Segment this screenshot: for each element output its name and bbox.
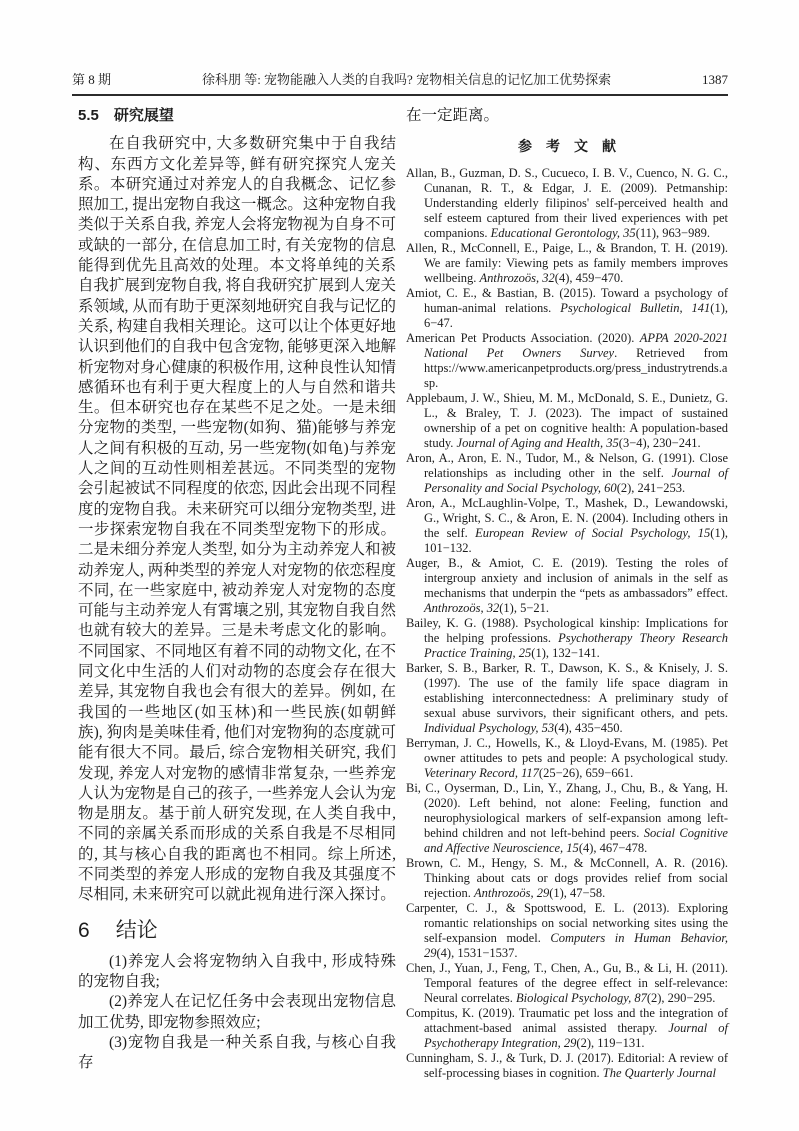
section-5-5-number: 5.5 [78, 107, 99, 124]
section-5-5-paragraph: 在自我研究中, 大多数研究集中于自我结构、东西方文化差异等, 鲜有研究探究人宠关系。本研究通过对养宠人的自我概念、记忆参照加工, 提出宠物自我这一概念。这种宠物自我类似于关系自我, 养宠人会将宠物视为自身不可或缺的一部分, 在信息加工时, 有关宠物的信息能得到优先且高效的处理。本文将单纯的关系自我扩展到宠物自我, 将自我研究扩展到人宠关系领域, 从而有助于更深刻地研究自我与记忆的关系, 构建自我相关理论。这可以让个体更好地认识到他们的自我中包含宠物, 能够更深入地解析宠物对身心健康的积极作用, 这种良性认知情感循环也有利于更大程度上的人与自然和谐共生。但本研究也存在某些不足之处。一是未细分宠物的类型, 一些宠物(如狗、猫)能够与养宠人之间有积极的互动, 另一些宠物(如龟)与养宠人之间的互动性则相差甚远。不同类型的宠物会引起被试不同程度的依恋, 因此会出现不同程度的宠物自我。未来研究可以细分宠物类型, 进一步探索宠物自我在不同类型宠物下的形成。二是未细分养宠人类型, 如分为主动养宠人和被动养宠人, 两种类型的养宠人对宠物的依恋程度不同, 在一些家庭中, 被动养宠人对宠物的态度可能与主动养宠人有霄壤之别, 其宠物自我自然也就有较大的差异。三是未考虑文化的影响。不同国家、不同地区有着不同的动物文化, 在不同文化中生活的人们对动物的态度会存在很大差异, 其宠物自我也会有很大的差异。例如, 在我国的一些地区(如玉林)和一些民族(如朝鲜族), 狗肉是美味佳肴, 他们对宠物狗的态度就可能有很大不同。最后, 综合宠物相关研究, 我们发现, 养宠人对宠物的感情非常复杂, 一些养宠人认为宠物是自己的孩子, 一些养宠人会认为宠物是朋友。基于前人研究发现, 在人类自我中, 不同的亲属关系而形成的关系自我是不尽相同的, 其与核心自我的距离也不相同。综上所述, 不同类型的养宠人形成的宠物自我及其强度不尽相同, 未来研究可以就此视角进行深入探讨。 [78, 135, 396, 904]
reference-entry: Chen, J., Yuan, J., Feng, T., Chen, A., Gu, B., & Li, H. (2011). Temporal features of the degree effect in self-relevance: Neural correlates. Biological Psychology, 87(2), 290−295. [406, 960, 728, 1005]
reference-entry: American Pet Products Association. (2020). APPA 2020-2021 National Pet Owners Survey. Retrieved from https://www.americanpetproducts.org/press_industrytrends.asp. [406, 330, 728, 390]
conclusion-item-2: (2)养宠人在记忆任务中会表现出宠物信息加工优势, 即宠物参照效应; [78, 993, 396, 1031]
reference-entry: Allen, R., McConnell, E., Paige, L., & Brandon, T. H. (2019). We are family: Viewing pets as family members improves wellbeing. Anthrozoös, 32(4), 459−470. [406, 240, 728, 285]
reference-entry: Bailey, K. G. (1988). Psychological kinship: Implications for the helping professions. Psychotherapy Theory Research Practice Training, 25(1), 132−141. [406, 615, 728, 660]
reference-entry: Compitus, K. (2019). Traumatic pet loss and the integration of attachment-based animal assisted therapy. Journal of Psychotherapy Integration, 29(2), 119−131. [406, 1005, 728, 1050]
page-header [72, 69, 728, 96]
reference-entry: Allan, B., Guzman, D. S., Cucueco, I. B. V., Cuenco, N. G. C., Cunanan, R. T., & Edgar, J. E. (2009). Petmanship: Understanding elderly filipinos' self-perceived health and self esteem captured from their lived experiences with pet companions. Educational Gerontology, 35(11), 963−989. [406, 165, 728, 240]
section-6-heading [78, 918, 396, 942]
reference-entry: Aron, A., Aron, E. N., Tudor, M., & Nelson, G. (1991). Close relationships as including other in the self. Journal of Personality and Social Psychology, 60(2), 241−253. [406, 450, 729, 495]
reference-entry: Brown, C. M., Hengy, S. M., & McConnell, A. R. (2016). Thinking about cats or dogs provides relief from social rejection. Anthrozoös, 29(1), 47−58. [406, 855, 728, 900]
conclusion-item-1: (1)养宠人会将宠物纳入自我中, 形成特殊的宠物自我; [78, 952, 396, 991]
reference-entry: Aron, A., McLaughlin-Volpe, T., Mashek, D., Lewandowski, G., Wright, S. C., & Aron, E. N. (2004). Including others in the self. European Review of Social Psychology, 15(1), 101−132. [406, 495, 728, 555]
section-6-title: 结论 [115, 918, 158, 942]
reference-entry: Berryman, J. C., Howells, K., & Lloyd-Evans, M. (1985). Pet owner attitudes to pets and people: A psychological study. Veterinary Record, 117(25−26), 659−661. [406, 735, 728, 780]
reference-entry: Auger, B., & Amiot, C. E. (2019). Testing the roles of intergroup anxiety and inclusion of animals in the self as mechanisms that underpin the “pets as ambassadors” effect. Anthrozoös, 32(1), 5−21. [406, 555, 728, 615]
reference-entry: Bi, C., Oyserman, D., Lin, Y., Zhang, J., Chu, B., & Yang, H. (2020). Left behind, not alone: Feeling, function and neurophysiological markers of self-expansion among left-behind children and not left-behind peers. Social Cognitive and Affective Neuroscience, 15(4), 467−478. [406, 780, 728, 855]
issue-number: 第 8 期 [72, 72, 112, 87]
reference-list [406, 166, 728, 1081]
running-title: 徐科朋 等: 宠物能融入人类的自我吗? 宠物相关信息的记忆加工优势探索 [201, 72, 612, 87]
reference-entry: Carpenter, C. J., & Spottswood, E. L. (2013). Exploring romantic relationships on social networking sites using the self-expansion model. Computers in Human Behavior, 29(4), 1531−1537. [406, 900, 729, 960]
reference-entry: Applebaum, J. W., Shieu, M. M., McDonald, S. E., Dunietz, G. L., & Braley, T. J. (2023). The impact of sustained ownership of a pet on cognitive health: A population-based study. Journal of Aging and Health, 35(3−4), 230−241. [406, 390, 728, 450]
left-column [78, 106, 396, 1074]
page-number: 1387 [702, 72, 728, 87]
references-heading: 参 考 文 献 [518, 138, 616, 155]
right-column [406, 106, 728, 1081]
reference-entry: Barker, S. B., Barker, R. T., Dawson, K. S., & Knisely, J. S. (1997). The use of the family life space diagram in establishing interconnectedness: A preliminary study of sexual abuse survivors, their significant others, and pets. Individual Psychology, 53(4), 435−450. [406, 660, 728, 735]
reference-entry: Cunningham, S. J., & Turk, D. J. (2017). Editorial: A review of self-processing biases in cognition. The Quarterly Journal [406, 1050, 728, 1080]
section-5-5-heading [78, 106, 396, 126]
section-6-number: 6 [78, 918, 90, 942]
conclusion-continuation: 在一定距离。 [406, 107, 500, 124]
conclusion-item-3: (3)宠物自我是一种关系自我, 与核心自我存 [78, 1034, 396, 1072]
section-5-5-title: 研究展望 [113, 107, 174, 124]
reference-entry: Amiot, C. E., & Bastian, B. (2015). Toward a psychology of human-animal relations. Psychological Bulletin, 141(1), 6−47. [406, 285, 728, 330]
